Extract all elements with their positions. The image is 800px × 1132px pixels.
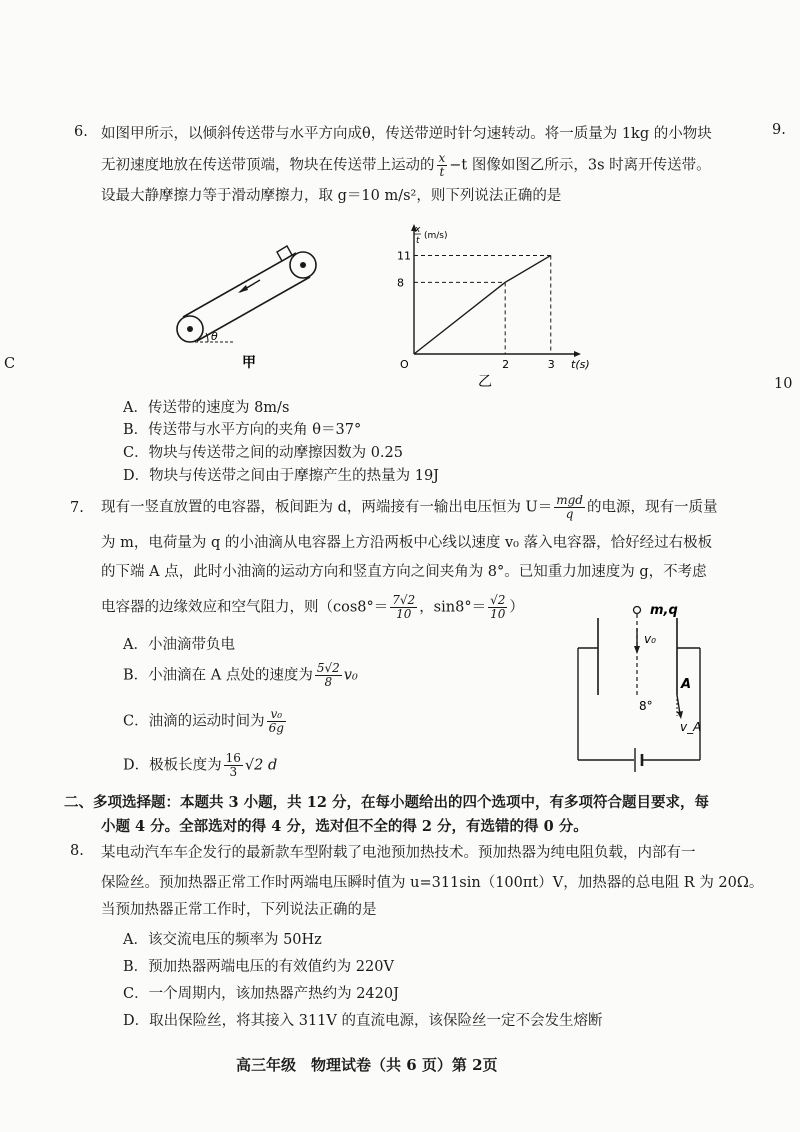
text-span: 无初速度地放在传送带顶端，物块在传送带上运动的 bbox=[101, 157, 435, 174]
lower-pulley-axle bbox=[187, 326, 193, 332]
upper-pulley-axle bbox=[300, 262, 306, 268]
fraction bbox=[488, 594, 507, 621]
x-axis-arrow bbox=[574, 351, 581, 357]
va-label: v_A bbox=[680, 720, 702, 734]
option-b: B．传送带与水平方向的夹角 θ＝37° bbox=[123, 422, 362, 438]
fraction bbox=[554, 494, 585, 521]
fraction-numerator: 5√2 bbox=[316, 661, 340, 675]
text-span: ） bbox=[509, 599, 524, 616]
fraction-denominator: q bbox=[565, 507, 574, 521]
fraction bbox=[390, 594, 417, 621]
option-c: C．一个周期内，该加热器产热约为 2420J bbox=[123, 986, 399, 1002]
option-a: A．该交流电压的频率为 50Hz bbox=[123, 932, 322, 948]
fraction-numerator: x bbox=[438, 151, 446, 165]
y-axis-label-denominator: t bbox=[416, 236, 420, 246]
y-tick-label: 11 bbox=[397, 249, 411, 263]
drop-mass-charge-label: m,q bbox=[650, 603, 678, 618]
v0-arrow-head bbox=[634, 646, 640, 654]
block bbox=[277, 246, 292, 261]
fraction-denominator: 10 bbox=[396, 607, 412, 621]
figure-capacitor-circuit bbox=[560, 598, 720, 790]
option-d: D．取出保险丝，将其接入 311V 的直流电源，该保险丝一定不会发生熔断 bbox=[123, 1013, 603, 1029]
x-tick-label: 2 bbox=[502, 358, 510, 371]
text-span: C．油滴的运动时间为 bbox=[123, 713, 265, 730]
left-margin-mark: C bbox=[4, 356, 16, 372]
page-footer: 高三年级 物理试卷（共 6 页）第 2页 bbox=[236, 1056, 498, 1074]
question-number: 6. bbox=[74, 124, 88, 140]
fraction-denominator: 3 bbox=[229, 765, 238, 779]
text-span: 现有一竖直放置的电容器，板间距为 d，两端接有一输出电压恒为 U＝ bbox=[101, 499, 553, 516]
figure-label-jia: 甲 bbox=[242, 355, 256, 371]
right-margin-qnum-10: 10 bbox=[774, 376, 793, 392]
drop-start-point bbox=[634, 607, 641, 614]
question-text-line bbox=[101, 494, 717, 521]
option-d bbox=[123, 752, 277, 779]
arrow-head bbox=[238, 285, 248, 293]
fraction bbox=[315, 662, 342, 689]
angle-theta-label: θ bbox=[211, 330, 218, 343]
option-b: B．预加热器两端电压的有效值约为 220V bbox=[123, 959, 394, 975]
fraction-denominator: 6g bbox=[268, 721, 284, 735]
fraction bbox=[224, 752, 243, 779]
option-c: C．物块与传送带之间的动摩擦因数为 0.25 bbox=[123, 445, 403, 461]
y-axis-label-numerator: x bbox=[415, 225, 421, 235]
figure-xt-t-graph bbox=[392, 222, 592, 392]
question-text-line bbox=[101, 152, 711, 179]
y-tick-label: 8 bbox=[397, 276, 404, 290]
fraction-numerator: v₀ bbox=[267, 708, 286, 722]
text-span: D．极板长度为 bbox=[123, 757, 222, 774]
option-d: D．物块与传送带之间由于摩擦产生的热量为 19J bbox=[123, 468, 439, 484]
question-text-line: 的下端 A 点，此时小油滴的运动方向和竖直方向之间夹角为 8°。已知重力加速度为 g，不考虑 bbox=[101, 564, 707, 580]
y-axis-label-unit: (m/s) bbox=[424, 231, 448, 241]
va-arrow-head bbox=[677, 711, 683, 719]
fraction-denominator: 10 bbox=[490, 607, 506, 621]
option-a: A．传送带的速度为 8m/s bbox=[123, 400, 290, 416]
text-span: √2 d bbox=[244, 757, 278, 774]
trajectory-curve bbox=[637, 658, 677, 695]
figure-label-yi: 乙 bbox=[478, 374, 492, 390]
question-text-line: 为 m，电荷量为 q 的小油滴从电容器上方沿两板中心线以速度 v₀ 落入电容器，恰好经过右极板 bbox=[101, 535, 713, 551]
fraction-numerator: 7√2 bbox=[392, 593, 416, 607]
option-a: A．小油滴带负电 bbox=[123, 637, 235, 653]
question-number: 8. bbox=[70, 843, 84, 859]
section-2-heading: 二、多项选择题：本题共 3 小题，共 12 分，在每小题给出的四个选项中，有多项符合题目要求，每 bbox=[64, 794, 709, 811]
fraction-numerator: mgd bbox=[556, 493, 583, 507]
fraction-denominator: t bbox=[439, 165, 445, 179]
section-2-heading-cont: 小题 4 分。全部选对的得 4 分，选对但不全的得 2 分，有选错的得 0 分。 bbox=[101, 818, 588, 835]
question-text-line: 如图甲所示，以倾斜传送带与水平方向成θ，传送带逆时针匀速转动。将一质量为 1kg 的小物块 bbox=[101, 126, 712, 142]
option-c bbox=[123, 708, 288, 735]
question-text-line bbox=[101, 594, 524, 621]
series-line bbox=[414, 255, 551, 354]
text-span: v₀ bbox=[343, 667, 358, 684]
v0-label: v₀ bbox=[644, 632, 656, 646]
origin-label: O bbox=[400, 358, 409, 371]
question-number: 7. bbox=[70, 500, 84, 516]
fraction bbox=[437, 152, 448, 179]
question-text-line: 某电动汽车车企发行的最新款车型附载了电池预加热技术。预加热器为纯电阻负载，内部有一 bbox=[101, 845, 696, 861]
angle-8-label: 8° bbox=[639, 699, 653, 713]
text-span: −t 图像如图乙所示，3s 时离开传送带。 bbox=[449, 157, 711, 174]
fraction-denominator: 8 bbox=[324, 675, 333, 689]
x-tick-label: 3 bbox=[547, 358, 555, 371]
option-b bbox=[123, 662, 358, 689]
text-span: B．小油滴在 A 点处的速度为 bbox=[123, 667, 313, 684]
fraction-numerator: √2 bbox=[490, 593, 506, 607]
text-span: ，sin8°＝ bbox=[419, 599, 487, 616]
question-text-line: 当预加热器正常工作时，下列说法正确的是 bbox=[101, 902, 377, 918]
right-margin-qnum-9: 9. bbox=[772, 122, 786, 138]
question-text-line: 设最大静摩擦力等于滑动摩擦力，取 g＝10 m/s²，则下列说法正确的是 bbox=[101, 188, 562, 204]
fraction-numerator: 16 bbox=[225, 751, 241, 765]
belt-top-edge bbox=[183, 253, 296, 317]
text-span: 电容器的边缘效应和空气阻力，则（cos8°＝ bbox=[101, 599, 389, 616]
point-a-label: A bbox=[681, 677, 692, 692]
question-text-line: 保险丝。预加热器正常工作时两端电压瞬时值为 u=311sin（100πt）V，加热器的总电阻 R 为 20Ω。 bbox=[101, 875, 764, 891]
x-axis-label: t(s) bbox=[571, 358, 590, 371]
text-span: 的电源，现有一质量 bbox=[586, 499, 718, 516]
figure-conveyor-belt bbox=[160, 232, 340, 382]
fraction bbox=[267, 708, 286, 735]
